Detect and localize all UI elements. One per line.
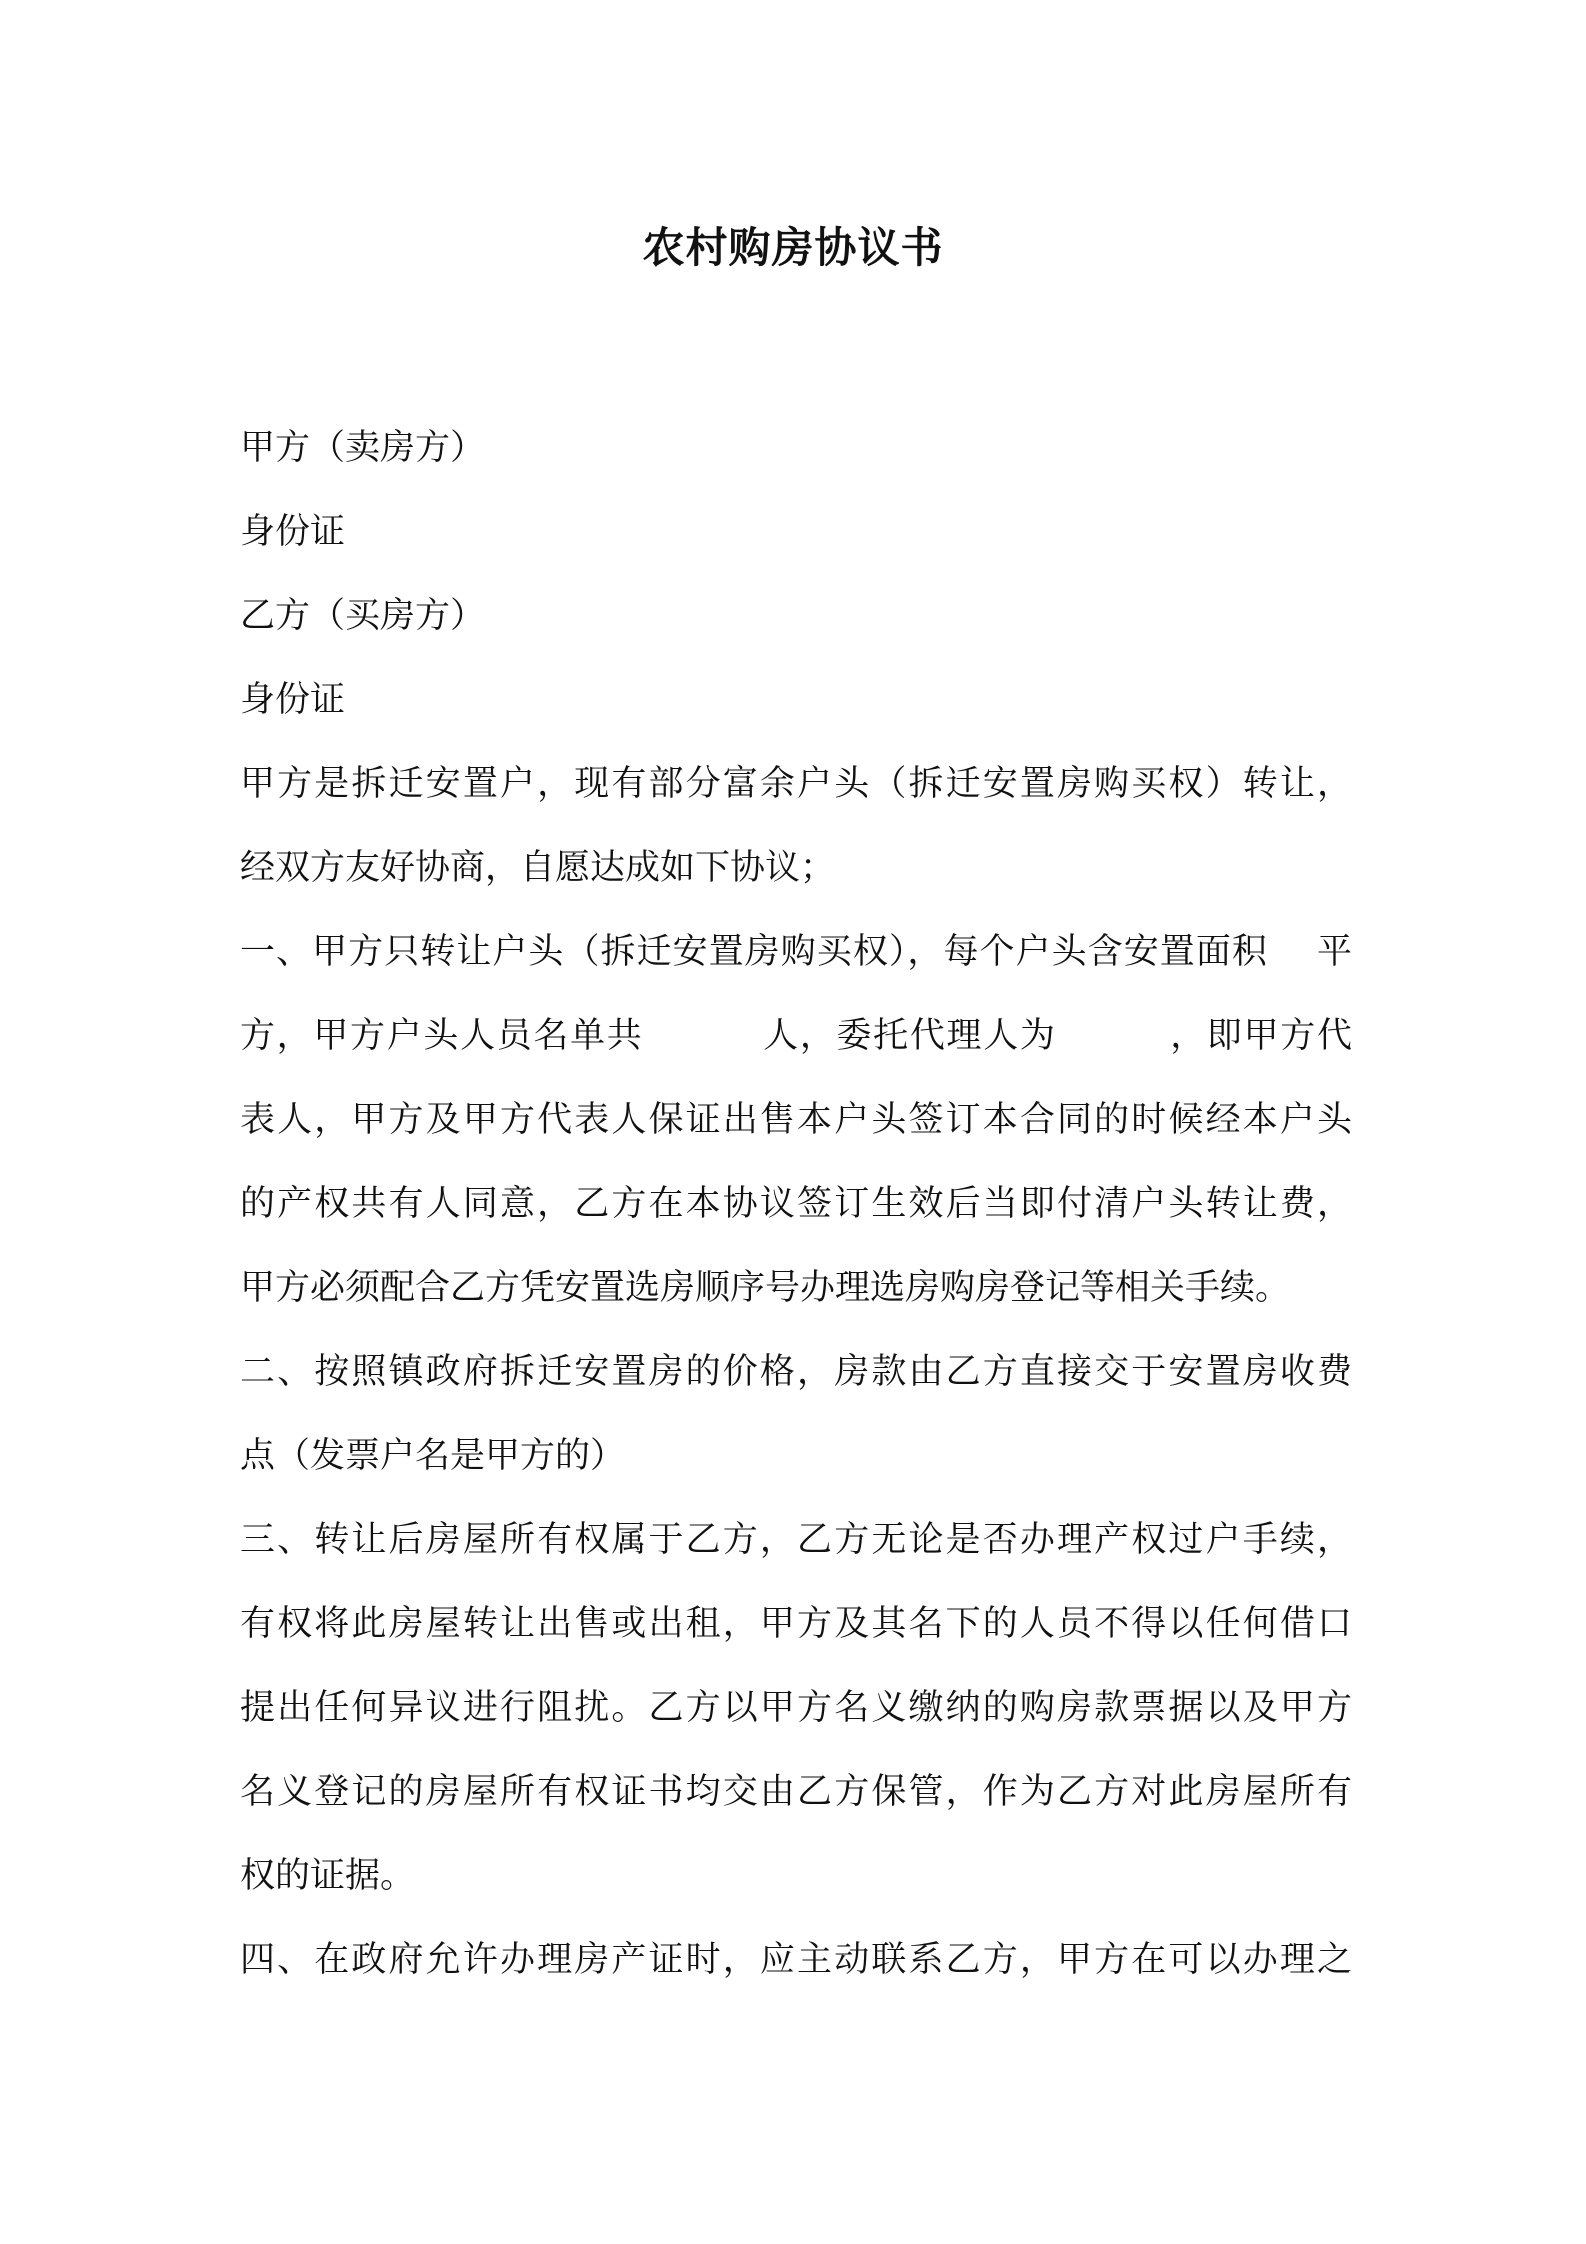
- clause-1-line-2-text-a: 方，甲方户头人员名单共: [240, 1016, 644, 1056]
- clause-3-line-2: 有权将此房屋转让出售或出租，甲方及其名下的人员不得以任何借口: [240, 1604, 1352, 1644]
- party-a-label: 甲方（卖房方）: [240, 428, 486, 468]
- clause-1-line-2: [240, 994, 1352, 1078]
- party-b-label: 乙方（买房方）: [240, 596, 486, 636]
- clause-1-line-2-text-b: 人，委托代理人为: [761, 1016, 1057, 1056]
- clause-1-line-4: 的产权共有人同意，乙方在本协议签订生效后当即付清户头转让费，: [240, 1184, 1352, 1224]
- party-b-id-label: 身份证: [240, 680, 346, 720]
- clause-1-line-1-text: 一、甲方只转让户头（拆迁安置房购买权），每个户头含安置面积: [240, 932, 1268, 972]
- clause-3-line-5: 权的证据。: [240, 1856, 416, 1896]
- clause-2-line-1: 二、按照镇政府拆迁安置房的价格，房款由乙方直接交于安置房收费: [240, 1352, 1352, 1392]
- clause-4-line-1: 四、在政府允许办理房产证时，应主动联系乙方，甲方在可以办理之: [240, 1940, 1352, 1980]
- clause-1-line-1-unit: 平: [1315, 932, 1352, 972]
- intro-line-1: 甲方是拆迁安置户，现有部分富余户头（拆迁安置房购买权）转让，: [240, 764, 1352, 804]
- clause-2-line-2: 点（发票户名是甲方的）: [240, 1436, 626, 1476]
- clause-1-line-5: 甲方必须配合乙方凭安置选房顺序号办理选房购房登记等相关手续。: [240, 1268, 1291, 1308]
- clause-1-line-2-text-c: ，即甲方代: [1168, 1016, 1352, 1056]
- clause-3-line-1: 三、转让后房屋所有权属于乙方，乙方无论是否办理产权过户手续，: [240, 1520, 1352, 1560]
- clause-1-line-3: 表人，甲方及甲方代表人保证出售本户头签订本合同的时候经本户头: [240, 1100, 1352, 1140]
- clause-3-line-3: 提出任何异议进行阻扰。乙方以甲方名义缴纳的购房款票据以及甲方: [240, 1688, 1352, 1728]
- intro-line-2: 经双方友好协商，自愿达成如下协议；: [240, 848, 836, 888]
- clause-1-line-1: [240, 910, 1352, 994]
- document-title: 农村购房协议书: [642, 223, 944, 272]
- party-a-id-label: 身份证: [240, 512, 346, 552]
- clause-3-line-4: 名义登记的房屋所有权证书均交由乙方保管，作为乙方对此房屋所有: [240, 1772, 1352, 1812]
- document-body: [240, 406, 1352, 2002]
